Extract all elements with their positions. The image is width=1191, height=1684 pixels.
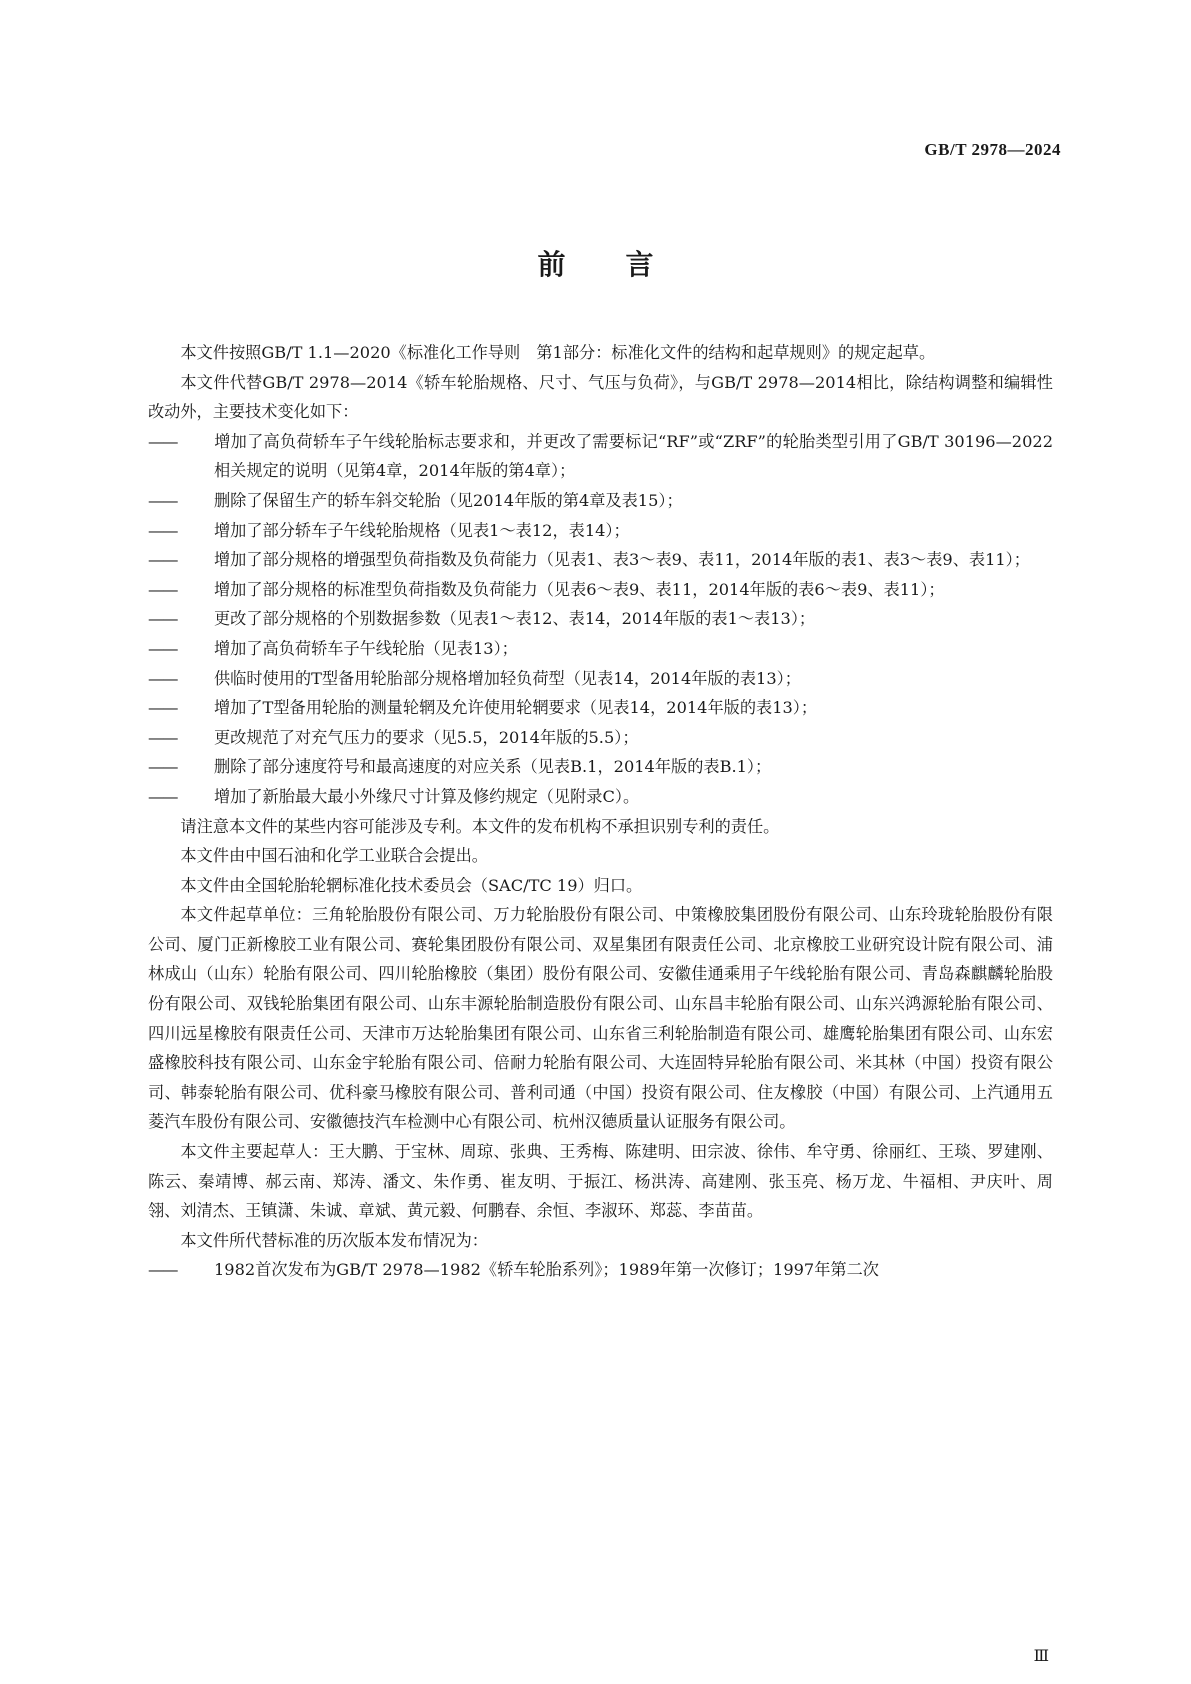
list-dash: —— xyxy=(148,550,177,570)
paragraph: 本文件代替GB/T 2978—2014《轿车轮胎规格、尺寸、气压与负荷》，与GB/T 2978—2014相比，除结构调整和编辑性改动外，主要技术变化如下： xyxy=(148,372,1053,422)
list-item xyxy=(148,545,1053,575)
list-item-text: 增加了高负荷轿车子午线轮胎（见表13）； xyxy=(214,638,518,658)
list-item xyxy=(148,1255,1053,1285)
list-item-text: 增加了部分轿车子午线轮胎规格（见表1～表12，表14）； xyxy=(214,520,630,540)
list-dash: —— xyxy=(148,727,177,747)
list-item xyxy=(148,486,1053,516)
list-item-text: 更改规范了对充气压力的要求（见5.5，2014年版的5.5）； xyxy=(214,727,639,747)
paragraph: 本文件由中国石油和化学工业联合会提出。 xyxy=(180,846,488,866)
paragraph: 本文件主要起草人：王大鹏、于宝林、周琼、张典、王秀梅、陈建明、田宗波、徐伟、牟守勇、徐丽红、王琰、罗建刚、陈云、秦靖博、郝云南、郑涛、潘文、朱作勇、崔友明、于振江、杨洪涛、高建刚、张玉亮、杨万龙、牛福相、尹庆叶、周翎、刘清杰、王镇潇、朱诚、章斌、黄元毅、何鹏春、余恒、李淑环、郑蕊、李苗苗。 xyxy=(148,1142,1053,1221)
list-item xyxy=(148,723,1053,753)
list-dash: —— xyxy=(148,1260,177,1280)
list-dash: —— xyxy=(148,668,177,688)
list-dash: —— xyxy=(148,520,177,540)
list-item xyxy=(148,752,1053,782)
list-item-text: 增加了部分规格的增强型负荷指数及负荷能力（见表1、表3～表9、表11，2014年版的表1、表3～表9、表11）； xyxy=(214,550,1030,570)
page-title: 前言 xyxy=(537,248,714,281)
list-dash: —— xyxy=(148,609,177,629)
list-item-text: 增加了部分规格的标准型负荷指数及负荷能力（见表6～表9、表11，2014年版的表6～表9、表11）； xyxy=(214,579,945,599)
list-dash: —— xyxy=(148,786,177,806)
list-item xyxy=(148,664,1053,694)
body-content xyxy=(148,338,1053,1285)
list-item-text: 删除了保留生产的轿车斜交轮胎（见2014年版的第4章及表15）； xyxy=(214,490,683,510)
list-item-text: 更改了部分规格的个别数据参数（见表1～表12、表14，2014年版的表1～表13）； xyxy=(214,609,816,629)
list-item xyxy=(148,634,1053,664)
list-item xyxy=(148,693,1053,723)
paragraph: 本文件由全国轮胎轮辋标准化技术委员会（SAC/TC 19）归口。 xyxy=(180,875,643,895)
list-item-text: 增加了高负荷轿车子午线轮胎标志要求和，并更改了需要标记“RF”或“ZRF”的轮胎类型引用了GB/T 30196—2022相关规定的说明（见第4章，2014年版的第4章）； xyxy=(214,431,1053,481)
list-item-text: 删除了部分速度符号和最高速度的对应关系（见表B.1，2014年版的表B.1）； xyxy=(214,757,772,777)
list-dash: —— xyxy=(148,638,177,658)
list-dash: —— xyxy=(148,431,177,451)
list-dash: —— xyxy=(148,490,177,510)
page-number: Ⅲ xyxy=(1033,1648,1049,1665)
list-dash: —— xyxy=(148,757,177,777)
list-item-text: 供临时使用的T型备用轮胎部分规格增加轻负荷型（见表14，2014年版的表13）； xyxy=(214,668,801,688)
standard-number: GB/T 2978—2024 xyxy=(924,140,1061,159)
list-item-text: 1982首次发布为GB/T 2978—1982《轿车轮胎系列》；1989年第一次修订；1997年第二次 xyxy=(214,1260,879,1280)
list-dash: —— xyxy=(148,698,177,718)
list-item xyxy=(148,604,1053,634)
list-item xyxy=(148,575,1053,605)
paragraph: 本文件起草单位：三角轮胎股份有限公司、万力轮胎股份有限公司、中策橡胶集团股份有限公司、山东玲珑轮胎股份有限公司、厦门正新橡胶工业有限公司、赛轮集团股份有限公司、双星集团有限责任公司、北京橡胶工业研究设计院有限公司、浦林成山（山东）轮胎有限公司、四川轮胎橡胶（集团）股份有限公司、安徽佳通乘用子午线轮胎有限公司、青岛森麒麟轮胎股份有限公司、双钱轮胎集团有限公司、山东丰源轮胎制造股份有限公司、山东昌丰轮胎有限公司、山东兴鸿源轮胎有限公司、四川远星橡胶有限责任公司、天津市万达轮胎集团有限公司、山东省三利轮胎制造有限公司、雄鹰轮胎集团有限公司、山东宏盛橡胶科技有限公司、山东金宇轮胎有限公司、倍耐力轮胎有限公司、大连固特异轮胎有限公司、米其林（中国）投资有限公司、韩泰轮胎有限公司、优科豪马橡胶有限公司、普利司通（中国）投资有限公司、住友橡胶（中国）有限公司、上汽通用五菱汽车股份有限公司、安徽德技汽车检测中心有限公司、杭州汉德质量认证服务有限公司。 xyxy=(148,905,1053,1132)
list-item-text: 增加了T型备用轮胎的测量轮辋及允许使用轮辋要求（见表14，2014年版的表13）； xyxy=(214,698,818,718)
paragraph: 本文件按照GB/T 1.1—2020《标准化工作导则 第1部分：标准化文件的结构和起草规则》的规定起草。 xyxy=(180,343,936,362)
paragraph: 请注意本文件的某些内容可能涉及专利。本文件的发布机构不承担识别专利的责任。 xyxy=(180,816,780,836)
list-item-text: 增加了新胎最大最小外缘尺寸计算及修约规定（见附录C）。 xyxy=(214,786,640,806)
list-item xyxy=(148,427,1053,486)
list-dash: —— xyxy=(148,579,177,599)
paragraph: 本文件所代替标准的历次版本发布情况为： xyxy=(180,1230,488,1250)
list-item xyxy=(148,516,1053,546)
list-item xyxy=(148,782,1053,812)
